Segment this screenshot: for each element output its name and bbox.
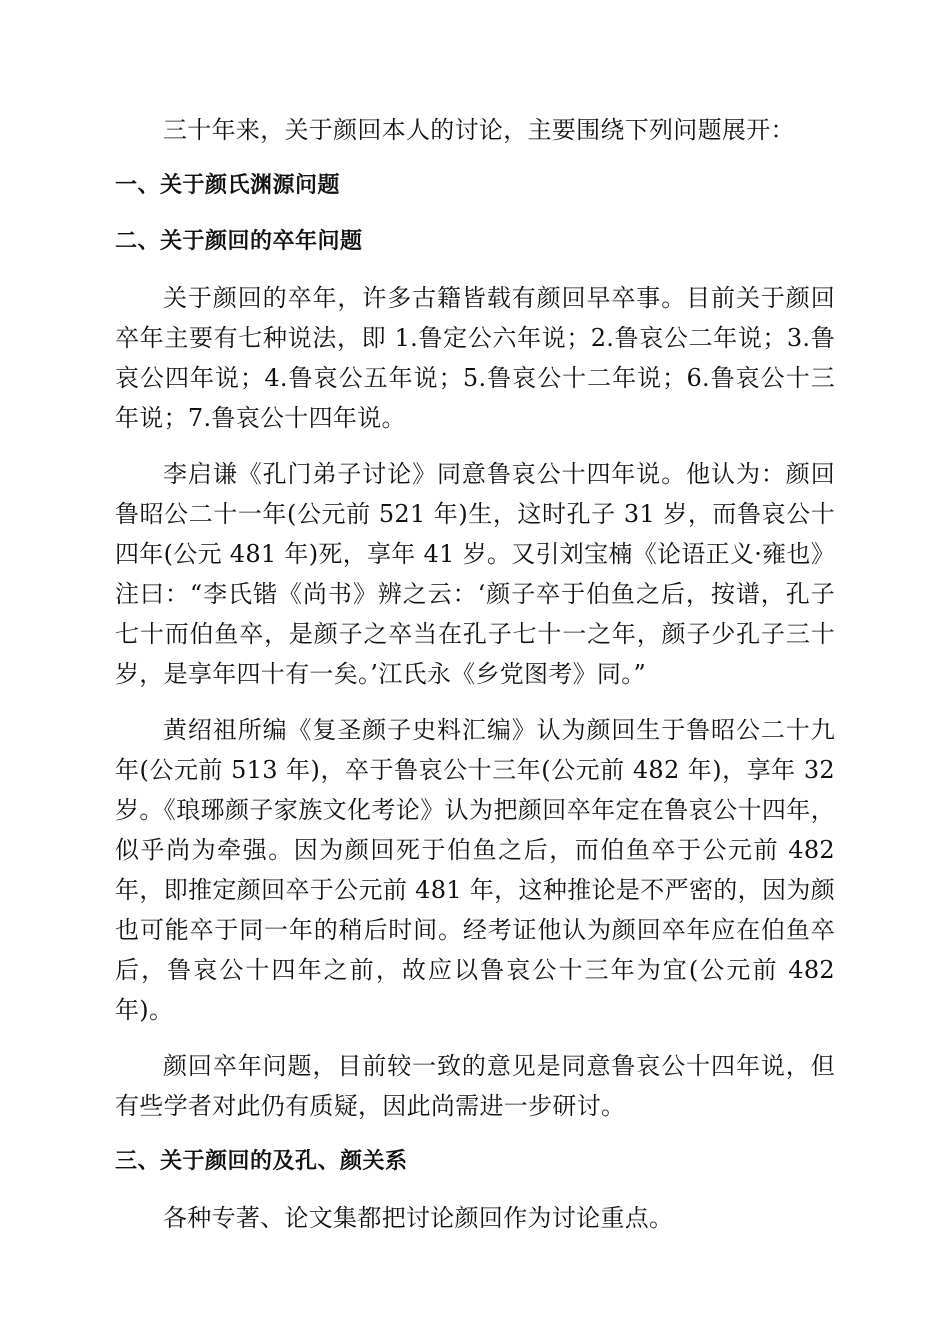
paragraph-death-year-theories: 关于颜回的卒年，许多古籍皆载有颜回早卒事。目前关于颜回卒年主要有七种说法，即 1.鲁定公六年说；2.鲁哀公二年说；3.鲁哀公四年说；4.鲁哀公五年说；5.鲁哀公十二年说；6.鲁哀公十三年说；7.鲁哀公十四年说。	[115, 284, 835, 432]
section-heading-2: 二、关于颜回的卒年问题	[115, 229, 363, 254]
section-heading-3: 三、关于颜回的及孔、颜关系	[115, 1149, 408, 1174]
intro-paragraph: 三十年来，关于颜回本人的讨论，主要围绕下列问题展开：	[163, 116, 795, 144]
section-heading-1: 一、关于颜氏渊源问题	[115, 173, 341, 198]
paragraph-huang-shaozu: 黄绍祖所编《复圣颜子史料汇编》认为颜回生于鲁昭公二十九年(公元前 513 年)，卒于鲁哀公十三年(公元前 482 年)，享年 32 岁。《琅琊颜子家族文化考论》认为把颜回卒年定在鲁哀公十四年，似乎尚为牵强。因为颜回死于伯鱼之后，而伯鱼卒于公元前 482 年，即推定颜回卒于公元前 481 年，这种推论是不严密的，因为颜也可能卒于同一年的稍后时间。经考证他认为颜回卒年应在伯鱼卒后，鲁哀公十四年之前，故应以鲁哀公十三年为宜(公元前 482 年)。	[115, 716, 835, 1024]
document-body	[115, 110, 835, 1254]
paragraph-monographs: 各种专著、论文集都把讨论颜回作为讨论重点。	[163, 1204, 674, 1232]
paragraph-li-qiqian: 李启谦《孔门弟子讨论》同意鲁哀公十四年说。他认为：颜回鲁昭公二十一年(公元前 521 年)生，这时孔子 31 岁，而鲁哀公十四年(公元 481 年)死，享年 41 岁。又引刘宝楠《论语正义·雍也》注曰：“李氏锴《尚书》辨之云：‘颜子卒于伯鱼之后，按谱，孔子七十而伯鱼卒，是颜子之卒当在孔子七十一之年，颜子少孔子三十岁，是享年四十有一矣。’江氏永《乡党图考》同。”	[115, 460, 836, 688]
paragraph-consensus: 颜回卒年问题，目前较一致的意见是同意鲁哀公十四年说，但有些学者对此仍有质疑，因此尚需进一步研讨。	[115, 1052, 835, 1120]
